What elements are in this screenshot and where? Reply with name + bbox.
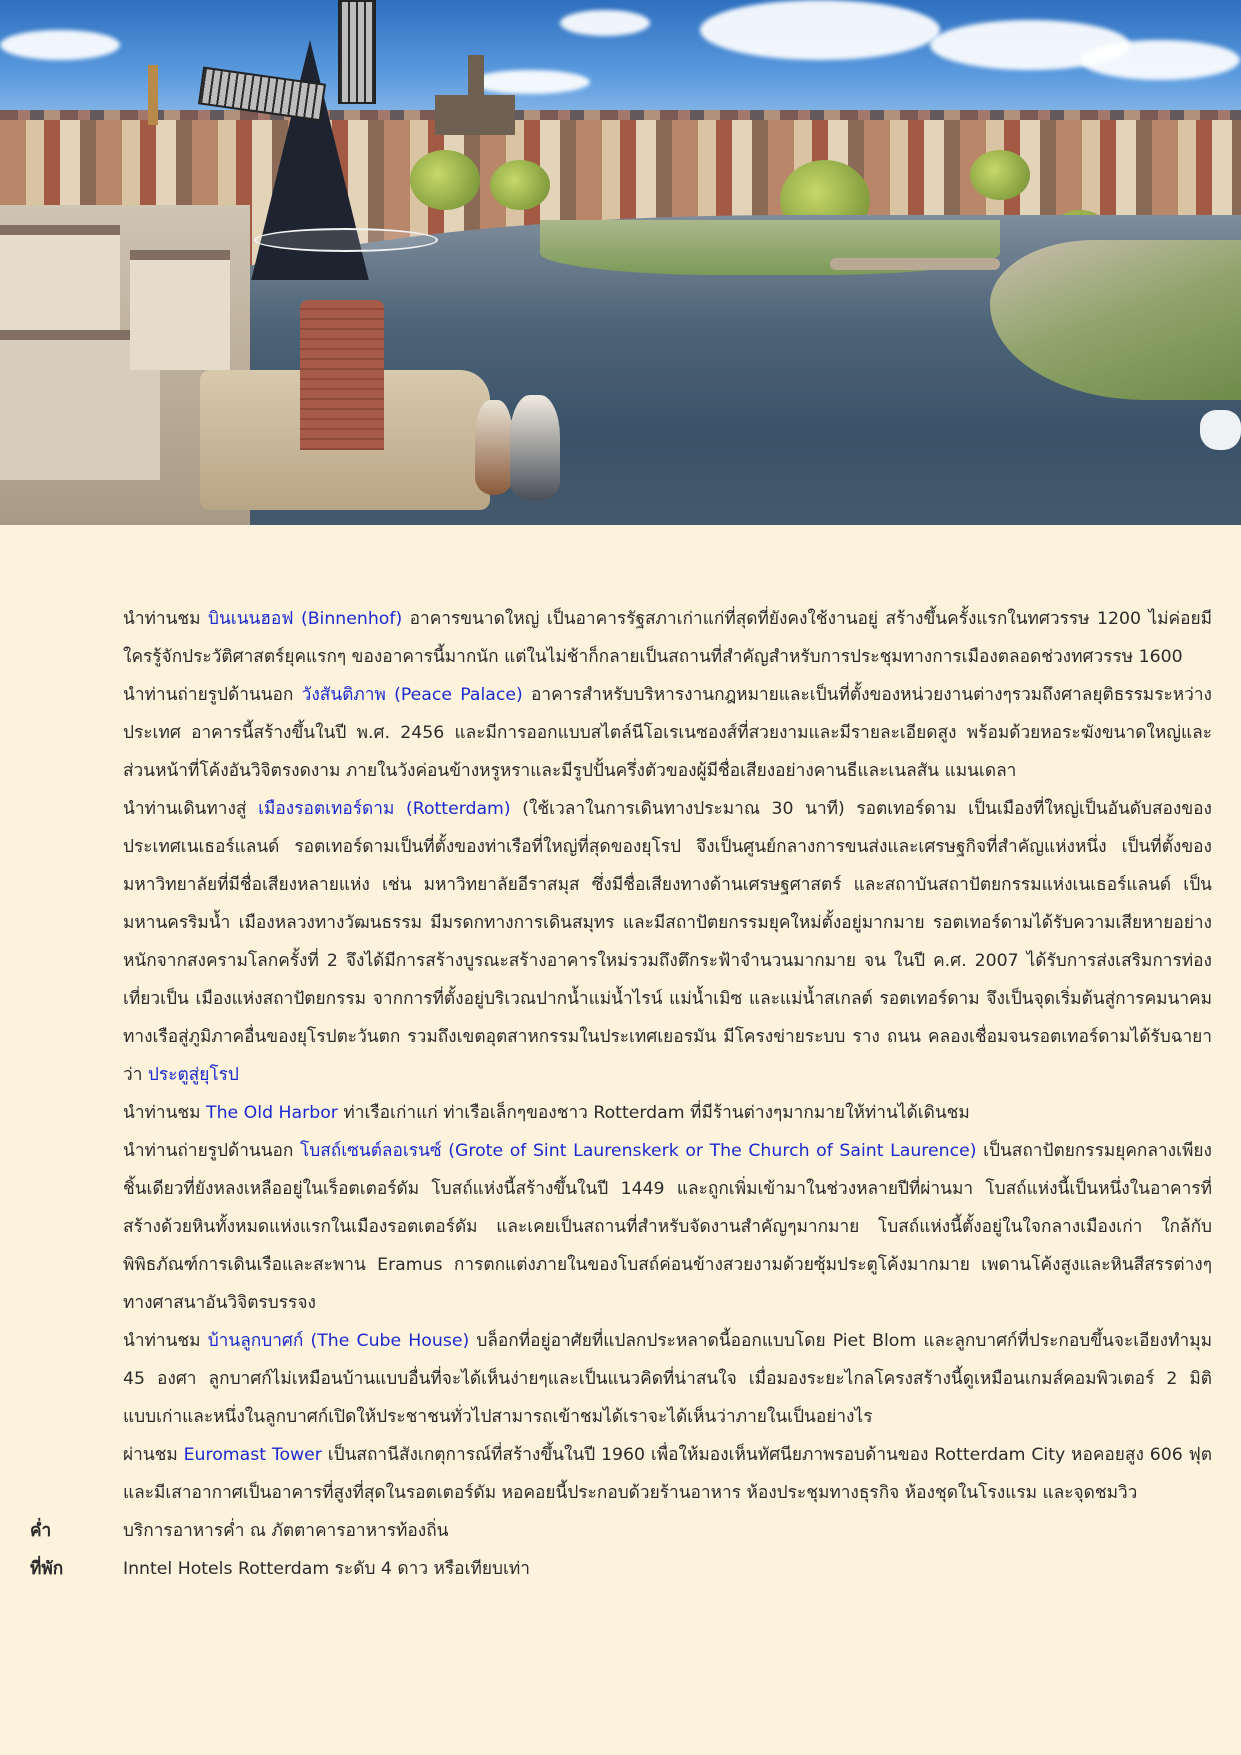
hero-windmill-photo xyxy=(0,0,1241,525)
text: นำท่านถ่ายรูปด้านนอก xyxy=(123,1141,300,1161)
paragraph-binnenhof xyxy=(123,600,1212,676)
place-name: Euromast Tower xyxy=(183,1445,322,1465)
house xyxy=(130,250,230,370)
hotel-value: Inntel Hotels Rotterdam ระดับ 4 ดาว หรือเทียบเท่า xyxy=(123,1559,530,1579)
text: เป็นสถานีสังเกตุการณ์ที่สร้างขึ้นในปี 1960 เพื่อให้มองเห็นทัศนียภาพรอบด้านของ Rotterdam City หอคอยสูง 606 ฟุตและมีเสาอากาศเป็นอาคารที่สูงที่สุดในรอตเตอร์ดัม หอคอยนี้ประกอบด้วยร้านอาหาร ห้องประชุมทางธุรกิจ ห้องชุดในโรงแรม และจุดชมวิว xyxy=(123,1445,1212,1503)
boat xyxy=(475,400,513,495)
meal-row xyxy=(0,1512,1241,1550)
text: นำท่านชม xyxy=(123,1103,207,1123)
bridge xyxy=(830,258,1000,270)
cloud xyxy=(560,10,650,36)
place-name: บ้านลูกบาศก์ (The Cube House) xyxy=(207,1331,470,1351)
tree xyxy=(490,160,550,210)
text: นำท่านเดินทางสู่ xyxy=(123,799,259,819)
text: อาคารขนาดใหญ่ เป็นอาคารรัฐสภาเก่าแก่ที่สุดที่ยังคงใช้งานอยู่ สร้างขึ้นครั้งแรกในทศวรรษ 1200 ไม่ค่อยมีใครรู้จักประวัติศาสตร์ยุคแรกๆ ของอาคารนี้มากนัก แต่ในไม่ช้าก็กลายเป็นสถานที่สำคัญสำหรับการประชุมทางการเมืองตลอดช่วงทศวรรษ 1600 xyxy=(123,609,1212,667)
paragraph-peace-palace xyxy=(123,676,1212,790)
tree xyxy=(970,150,1030,200)
text: อาคารสำหรับบริหารงานกฎหมายและเป็นที่ตั้งของหน่วยงานต่างๆรวมถึงศาลยุติธรรมระหว่างประเทศ อาคารนี้สร้างขึ้นในปี พ.ศ. 2456 และมีการออกแบบสไตล์นีโอเรเนซองส์ที่สวยงามและมีรายละเอียดสูง พร้อมด้วยหอระฆังขนาดใหญ่และส่วนหน้าที่โค้งอันวิจิตรงดงาม ภายในวังค่อนข้างหรูหราและมีรูปปั้นครึ่งตัวของผู้มีชื่อเสียงอย่างคานธีและเนลสัน แมนเดลา xyxy=(123,685,1212,781)
hotel-label: ที่พัก xyxy=(30,1559,64,1579)
paragraph-rotterdam xyxy=(123,790,1212,1094)
cloud xyxy=(470,70,590,94)
meal-value: บริการอาหารค่ำ ณ ภัตตาคารอาหารท้องถิ่น xyxy=(123,1521,449,1541)
text: (ใช้เวลาในการเดินทางประมาณ 30 นาที) รอตเทอร์ดาม เป็นเมืองที่ใหญ่เป็นอันดับสองของประเทศเนเธอร์แลนด์ รอตเทอร์ดามเป็นที่ตั้งของท่าเรือที่ใหญ่ที่สุดของยุโรป จึงเป็นศูนย์กลางการขนส่งและเศรษฐกิจที่สำคัญแห่งหนึ่ง เป็นที่ตั้งของมหาวิทยาลัยที่มีชื่อเสียงหลายแห่ง เช่น มหาวิทยาลัยอีราสมุส ซึ่งมีชื่อเสียงทางด้านเศรษฐศาสตร์ และสถาบันสถาปัตยกรรมแห่งเนเธอร์แลนด์ เป็นมหานครริมน้ำ เมืองหลวงทางวัฒนธรรม มีมรดกทางการเดินสมุทร และมีสถาปัตยกรรมยุคใหม่ตั้งอยู่มากมาย รอตเทอร์ดามได้รับความเสียหายอย่างหนักจากสงครามโลกครั้งที่ 2 จึงได้มีการสร้างบูรณะสร้างอาคารใหม่รวมถึงตึกระฟ้าจำนวนมากมาย จน ในปี ค.ศ. 2007 ได้รับการส่งเสริมการท่องเที่ยวเป็น เมืองแห่งสถาปัตยกรรม จากการที่ตั้งอยู่บริเวณปากน้ำแม่น้ำไรน์ แม่น้ำเมิซ และแม่น้ำสเกลต์ รอตเทอร์ดาม จึงเป็นจุดเริ่มต้นสู่การคมนาคมทางเรือสู่ภูมิภาคอื่นของยุโรปตะวันตก รวมถึงเขตอุตสาหกรรมในประเทศเยอรมัน มีโครงข่ายระบบ ราง ถนน คลองเชื่อมจนรอตเทอร์ดามได้รับฉายาว่า xyxy=(123,799,1212,1085)
windmill-gallery xyxy=(254,228,438,252)
text: นำท่านถ่ายรูปด้านนอก xyxy=(123,685,302,705)
place-name: โบสถ์เซนต์ลอเรนซ์ (Grote of Sint Laurenskerk or The Church of Saint Laurence) xyxy=(299,1141,977,1161)
boat xyxy=(510,395,560,500)
text: บล็อกที่อยู่อาศัยที่แปลกประหลาดนี้ออกแบบโดย Piet Blom และลูกบาศก์ที่ประกอบขึ้นจะเอียงทำมุม 45 องศา ลูกบาศก์ไม่เหมือนบ้านแบบอื่นที่จะได้เห็นง่ายๆและเป็นแนวคิดที่น่าสนใจ เมื่อมองระยะไกลโครงสร้างนี้ดูเหมือนเกมส์คอมพิวเตอร์ 2 มิติแบบเก่าและหนึ่งในลูกบาศก์เปิดให้ประชาชนทั่วไปสามารถเข้าชมได้เราจะได้เห็นว่าภายในเป็นอย่างไร xyxy=(123,1331,1212,1427)
tree xyxy=(410,150,480,210)
cloud xyxy=(1080,40,1240,80)
cloud xyxy=(700,0,940,60)
nickname: ประตูสู่ยุโรป xyxy=(147,1065,239,1085)
place-name: เมืองรอตเทอร์ดาม (Rotterdam) xyxy=(258,799,511,819)
boat xyxy=(1200,410,1241,450)
text: เป็นสถาปัตยกรรมยุคกลางเพียงชิ้นเดียวที่ยังหลงเหลืออยู่ในเร็อตเตอร์ดัม โบสถ์แห่งนี้สร้างขึ้นในปี 1449 และถูกเพิ่มเข้ามาในช่วงหลายปีที่ผ่านมา โบสถ์แห่งนี้เป็นหนึ่งในอาคารที่สร้างด้วยหินทั้งหมดแห่งแรกในเมืองรอตเตอร์ดัม และเคยเป็นสถานที่สำหรับจัดงานสำคัญๆมากมาย โบสถ์แห่งนี้ตั้งอยู่ในใจกลางเมืองเก่า ใกล้กับพิพิธภัณฑ์การเดินเรือและสะพาน Eramus การตกแต่งภายในของโบสถ์ค่อนข้างสวยงามด้วยซุ้มประตูโค้งมากมาย เพดานโค้งสูงและหินสีสรรต่างๆทางศาสนาอันวิจิตรบรรจง xyxy=(123,1141,1212,1313)
text: นำท่านชม xyxy=(123,609,209,629)
place-name: บินเนนฮอฟ (Binnenhof) xyxy=(208,609,403,629)
hotel-row xyxy=(0,1550,1241,1588)
place-name: The Old Harbor xyxy=(206,1103,338,1123)
windmill-sail xyxy=(338,0,376,104)
place-name: วังสันติภาพ (Peace Palace) xyxy=(301,685,523,705)
cloud xyxy=(0,30,120,60)
church-nave xyxy=(435,95,515,135)
text: ผ่านชม xyxy=(123,1445,184,1465)
paragraph-old-harbor xyxy=(123,1094,1212,1132)
meal-label: ค่ำ xyxy=(30,1521,52,1541)
itinerary-text xyxy=(0,600,1241,1588)
tower-spire xyxy=(148,65,158,125)
paragraph-euromast xyxy=(123,1436,1212,1512)
windmill-brick-base xyxy=(300,300,384,450)
paragraph-laurenskerk xyxy=(123,1132,1212,1322)
text: นำท่านชม xyxy=(123,1331,208,1351)
paragraph-cube-house xyxy=(123,1322,1212,1436)
text: ท่าเรือเก่าแก่ ท่าเรือเล็กๆของชาว Rotterdam ที่มีร้านต่างๆมากมายให้ท่านได้เดินชม xyxy=(337,1103,970,1123)
